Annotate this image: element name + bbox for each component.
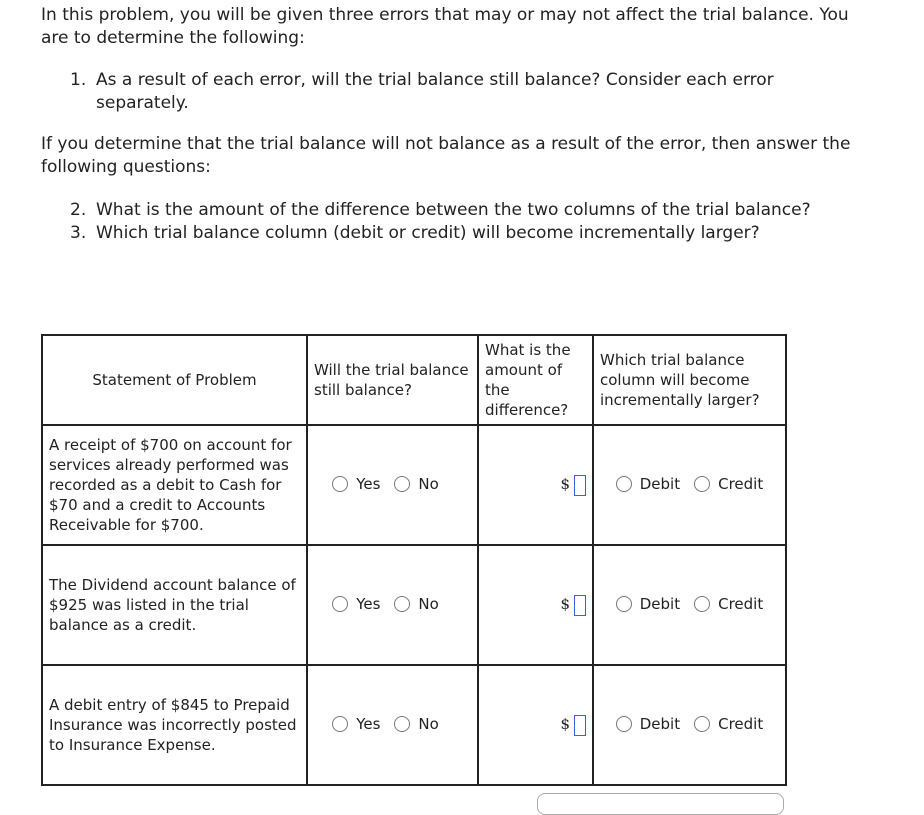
difference-input[interactable] bbox=[574, 475, 586, 496]
instruction-list-1 bbox=[70, 69, 830, 115]
balance-cell bbox=[307, 665, 478, 785]
amount-cell bbox=[478, 665, 593, 785]
statement-cell: A receipt of $700 on account for services already performed was recorded as a debit to Cash for $70 and a credit to Accounts Receivable for $700. bbox=[42, 425, 307, 545]
amount-cell bbox=[478, 425, 593, 545]
table-row bbox=[42, 665, 786, 785]
credit-radio[interactable] bbox=[694, 714, 763, 734]
debit-radio[interactable] bbox=[616, 594, 680, 614]
yes-label: Yes bbox=[356, 714, 381, 733]
balance-cell bbox=[307, 425, 478, 545]
credit-label: Credit bbox=[718, 594, 764, 613]
list-item bbox=[70, 69, 830, 115]
table-row bbox=[42, 425, 786, 545]
credit-radio[interactable] bbox=[694, 594, 763, 614]
currency-symbol: $ bbox=[560, 475, 570, 494]
currency-symbol: $ bbox=[560, 715, 570, 734]
debit-radio[interactable] bbox=[616, 714, 680, 734]
header-statement: Statement of Problem bbox=[42, 335, 307, 425]
intro-text: In this problem, you will be given three errors that may or may not affect the trial balance. You are to determine the following: bbox=[41, 5, 849, 48]
table-row bbox=[42, 545, 786, 665]
list-text: What is the amount of the difference between the two columns of the trial balance? bbox=[96, 200, 811, 220]
header-difference: What is the amount of the difference? bbox=[478, 335, 593, 425]
debit-label: Debit bbox=[639, 714, 681, 733]
radio-circle-icon bbox=[394, 476, 410, 492]
no-radio[interactable] bbox=[394, 714, 438, 734]
debit-label: Debit bbox=[639, 474, 681, 493]
radio-circle-icon bbox=[694, 596, 710, 612]
statement-cell: The Dividend account balance of $925 was listed in the trial balance as a credit. bbox=[42, 545, 307, 665]
debit-label: Debit bbox=[639, 594, 681, 613]
no-label: No bbox=[418, 474, 439, 493]
radio-circle-icon bbox=[394, 716, 410, 732]
yes-label: Yes bbox=[356, 474, 381, 493]
radio-circle-icon bbox=[616, 716, 632, 732]
difference-input[interactable] bbox=[574, 715, 586, 736]
list-text: Which trial balance column (debit or credit) will become incrementally larger? bbox=[96, 223, 760, 243]
column-cell bbox=[593, 425, 786, 545]
radio-circle-icon bbox=[394, 596, 410, 612]
list-item bbox=[70, 199, 860, 222]
yes-radio[interactable] bbox=[332, 474, 380, 494]
column-cell bbox=[593, 545, 786, 665]
no-label: No bbox=[418, 594, 439, 613]
currency-symbol: $ bbox=[560, 595, 570, 614]
column-cell bbox=[593, 665, 786, 785]
header-row bbox=[42, 335, 786, 425]
statement-cell: A debit entry of $845 to Prepaid Insurance was incorrectly posted to Insurance Expense. bbox=[42, 665, 307, 785]
list-text: As a result of each error, will the trial balance still balance? Consider each error separately. bbox=[96, 70, 774, 113]
middle-text: If you determine that the trial balance will not balance as a result of the error, then answer the following questions: bbox=[41, 134, 851, 177]
radio-circle-icon bbox=[332, 716, 348, 732]
list-item bbox=[70, 222, 860, 245]
error-analysis-table bbox=[41, 334, 787, 786]
header-balance: Will the trial balance still balance? bbox=[307, 335, 478, 425]
yes-label: Yes bbox=[356, 594, 381, 613]
radio-circle-icon bbox=[332, 596, 348, 612]
no-radio[interactable] bbox=[394, 594, 438, 614]
radio-circle-icon bbox=[332, 476, 348, 492]
difference-input[interactable] bbox=[574, 595, 586, 616]
credit-label: Credit bbox=[718, 474, 764, 493]
instruction-list-2 bbox=[70, 199, 860, 245]
radio-circle-icon bbox=[694, 476, 710, 492]
radio-circle-icon bbox=[616, 596, 632, 612]
radio-circle-icon bbox=[616, 476, 632, 492]
list-number: 1. bbox=[70, 70, 87, 90]
yes-radio[interactable] bbox=[332, 594, 380, 614]
list-number: 3. bbox=[70, 223, 87, 243]
bottom-toolbar[interactable] bbox=[537, 793, 784, 815]
yes-radio[interactable] bbox=[332, 714, 380, 734]
credit-label: Credit bbox=[718, 714, 764, 733]
header-column: Which trial balance column will become incrementally larger? bbox=[593, 335, 786, 425]
radio-circle-icon bbox=[694, 716, 710, 732]
list-number: 2. bbox=[70, 200, 87, 220]
balance-cell bbox=[307, 545, 478, 665]
no-label: No bbox=[418, 714, 439, 733]
amount-cell bbox=[478, 545, 593, 665]
credit-radio[interactable] bbox=[694, 474, 763, 494]
debit-radio[interactable] bbox=[616, 474, 680, 494]
no-radio[interactable] bbox=[394, 474, 438, 494]
